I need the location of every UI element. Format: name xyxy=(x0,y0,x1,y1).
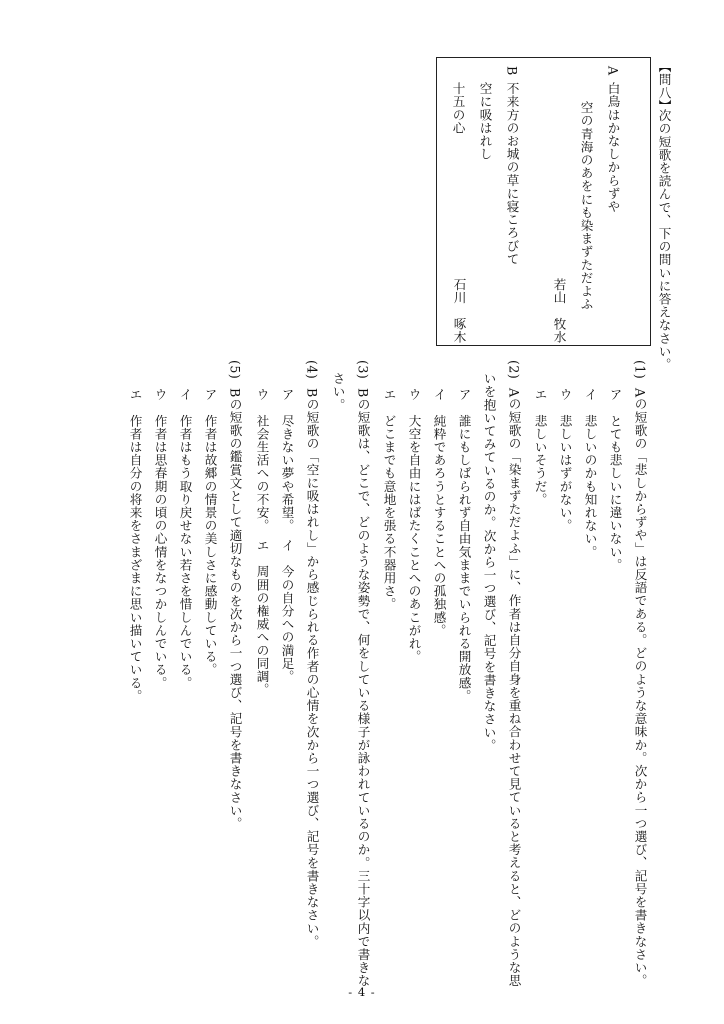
q4-text: Bの短歌の「空に吸はれし」から感じられる作者の心情を次から一つ選び、記号を書きなさい。 xyxy=(304,388,320,948)
q3-text-line1: Bの短歌は、どこで、どのような姿勢で、何をしている様子が詠われているのか。三十字以内で書きな xyxy=(355,388,371,988)
q2-text-line1: Aの短歌の「染まずただよふ」に、作者は自分自身を重ね合わせて見ていると考えると、どのような思 xyxy=(506,388,522,988)
poem-b-line1: 不来方のお城の草に寝ころびて xyxy=(504,82,520,266)
q4-options-line1: ア 尽きない夢や希望。 イ 今の自分への満足。 xyxy=(279,388,295,683)
q2-option-u: ウ 大空を自由にはばたくことへのあこがれ。 xyxy=(406,388,422,664)
q1-option-e: エ 悲しいそうだ。 xyxy=(532,388,548,506)
poem-b-author: 石川 啄木 xyxy=(451,278,467,344)
q2-option-e: エ どこまでも意地を張る不器用さ。 xyxy=(381,388,397,611)
page-number: - 4 - xyxy=(348,985,376,999)
question-tag: 【問八】 xyxy=(656,60,672,113)
q2-option-i: イ 純粋であろうとすることへの孤独感。 xyxy=(431,388,447,637)
q4-options-line2: ウ 社会生活への不安。 エ 周囲の権威への同調。 xyxy=(254,388,270,697)
q5-option-u: ウ 作者は思春期の頃の心情をなつかしんでいる。 xyxy=(152,388,168,690)
poem-a-line1: 白鳥はかなしからずや xyxy=(605,82,621,213)
q2-option-a: ア 誰にもしばられず自由気ままでいられる開放感。 xyxy=(456,388,472,703)
poem-a-author: 若山 牧水 xyxy=(551,278,567,344)
q5-option-i: イ 作者はもう取り戻せない若さを惜しんでいる。 xyxy=(177,388,193,690)
q3-number: (3) xyxy=(355,360,371,380)
q1-option-i: イ 悲しいのかも知れない。 xyxy=(582,388,598,559)
poem-b-line3: 十五の心 xyxy=(450,82,466,135)
q1-option-u: ウ 悲しいはずがない。 xyxy=(557,388,573,533)
q5-option-a: ア 作者は故郷の情景の美しさに感動している。 xyxy=(202,388,218,677)
q5-text: Bの短歌の鑑賞文として適切なものを次から一つ選び、記号を書きなさい。 xyxy=(227,388,243,831)
question-instruction: 次の短歌を読んで、下の問いに答えなさい。 xyxy=(656,109,672,371)
q1-text: Aの短歌の「悲しからずや」は反語である。どのような意味か。次から一つ選び、記号を書きなさい。 xyxy=(632,388,648,988)
q2-text-line2: いを抱いてみているのか。次から一つ選び、記号を書きなさい。 xyxy=(481,372,497,752)
q3-text-line2: さい。 xyxy=(330,372,346,412)
poem-b-line2: 空に吸はれし xyxy=(477,82,493,161)
q5-option-e: エ 作者は自分の将来をさまざまに思い描いている。 xyxy=(127,388,143,703)
q4-number: (4) xyxy=(304,360,320,380)
poem-a-line2: 空の青海のあをにも染まずただよふ xyxy=(578,101,594,311)
q5-number: (5) xyxy=(227,360,243,380)
poem-a-label: A xyxy=(605,66,621,76)
q2-number: (2) xyxy=(506,360,522,380)
q1-option-a: ア とても悲しいに違いない。 xyxy=(607,388,623,572)
q1-number: (1) xyxy=(632,360,648,380)
poem-b-label: B xyxy=(504,66,520,76)
